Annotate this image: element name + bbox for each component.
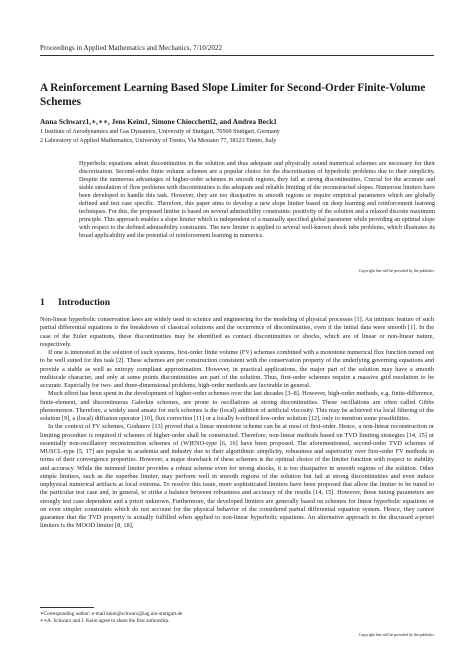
footnotes <box>40 611 434 625</box>
footnote-rule <box>40 607 94 608</box>
section-number: 1 <box>40 297 45 308</box>
abstract <box>79 160 435 240</box>
paragraph: Non-linear hyperbolic conservation laws are widely used in science and engineering for the modeling of physical processes [1]. An intrinsic feature of such partial differential equations is the breakdown of classical solutions and the occurrence of discontinuities, even if the initial data were smooth [1]. In the case of the Euler equations, these discontinuities may be identified as contact discontinuities or shocks, which are of linear or non-linear nature, respectively. <box>40 316 434 348</box>
body-text <box>40 316 434 531</box>
footnote: ∗∗A. Schwarz and J. Keim agree to share the first authorship. <box>40 618 170 624</box>
paragraph: If one is interested in the solution of such systems, first-order finite volume (FV) schemes combined with a monotone numerical flux function turned out to be well suited for this task [2]. These schemes are per construction consistent with the conservation property of the underlying governing equations and provide a stable as well as entropy compliant approximation. However, in practical applications, the major part of the solution may have a smooth multiscale character, and only at some points discontinuities are part of the solution. Thus, first-order schemes require a massive grid resolution to be accurate. Especially for two- and three-dimensional problems, high-order methods are favorable in general. <box>40 349 434 389</box>
footnote: ∗Corresponding author: e-mail keim@schwarz@iag.uni-stuttgart.de <box>40 611 183 617</box>
section-title: Introduction <box>58 297 111 308</box>
section-heading <box>40 297 110 308</box>
abstract-text: Hyperbolic equations admit discontinuities in the solution and thus adequate and physically sound numerical schemes are necessary for their discretization. Second-order finite volume schemes are a popular choice for the discretization of hyperbolic problems due to their simplicity. Despite the numerous advantages of higher-order schemes in smooth regions, they fail at strong discontinuities. Crucial for the accurate and stable simulation of flow problems with discontinuities is the adequate and reliable limiting of the reconstructed slopes. Numerous limiters have been developed to handle this task. However, they are too dissipative in smooth regions or require empirical parameters which are globally defined and test case specific. Therefore, this paper aims to develop a new slope limiter based on deep learning and reinforcement learning techniques. For this, the proposed limiter is based on several admissibility constraints: positivity of the solution and a relaxed discrete maximum principle. This approach enables a slope limiter which is independent of a manually specified global parameter while providing an optimal slope with respect to the defined admissibility constraints. The new limiter is applied to several well-known shock tube problems, which illustrates its broad applicability and the potential of reinforcement learning in numerics. <box>79 161 435 240</box>
affiliation-1: 1 Institute of Aerodynamics and Gas Dynamics, University of Stuttgart, 70569 Stuttgart, Germany <box>40 129 280 135</box>
running-header: Proceedings in Applied Mathematics and Mechanics, 7/10/2022 <box>40 44 222 52</box>
paragraph: In the context of FV schemes, Godunov [13] proved that a linear monotone scheme can be at most of first-order. Hence, a non-linear reconstruction or limiting procedure is required if schemes of higher-order shall be constructed. Therefore, non-linear methods based on TVD limiting strategies [14, 15] or essentially non-oscillatory reconstruction schemes of (W)ENO-type [6, 16] have been proposed. The aforementioned, second-order TVD schemes of MUSCL-type [5, 17] are popular in academia and industry due to their algorithmic simplicity, robustness and superiority over first-order FV methods in terms of their convergence properties. However, a major drawback of these schemes is the optimal choice of the limiter function with respect to stability and accuracy. While the minmod limiter provides a robust scheme even for strong shocks, it is too dissipative in smooth regions of the solution. Other simple limiters, such as the superbee limiter, may perform well in smooth regions of the solution but fail at strong discontinuities and even induce unphysical numerical artifacts at local extrema. To resolve this issue, more sophisticated limiters have been proposed that allow the limiter to be tuned to the particular test case and, in general, to strike a balance between robustness and accuracy of the results [14, 15]. However, these tuning parameters are strongly test case dependent and a priori unknown. Furthermore, the developed limiters are generally based on schemes for linear hyperbolic equations or on even simpler constraints which do not account for the physical behavior of the considered partial differential equation system. Hence, they cannot guarantee that the TVD property is actually fulfilled when applied to non-linear hyperbolic equations. An alternative approach to the discussed a-priori limiters is the MOOD limiter [8, 18], <box>40 423 434 530</box>
author-list: Anna Schwarz1,∗,∗∗, Jens Keim1, Simone Chiocchetti2, and Andrea Beck1 <box>40 117 277 126</box>
header-rule <box>40 55 434 56</box>
affiliation-2: 2 Laboratory of Applied Mathematics, University of Trento, Via Mesiano 77, 38123 Trento, Italy <box>40 138 277 144</box>
paragraph: Much effort has been spent in the development of higher-order schemes over the last decades [3–8]. However, high-order methods, e.g. finite-difference, finite-element, and discontinuous Galerkin schemes, are prone to oscillations at strong discontinuities. These oscillations are often called Gibbs phenomenon. Therefore, a widely used ansatz for such schemes is the (local) addition of artificial viscosity. This may be achieved via local filtering of the solution [9], a (local) diffusion operator [10], flux correction [11] or a locally h-refined low-order solution [12], only to mention some possibilities. <box>40 390 434 422</box>
copyright-line: Copyright line will be provided by the publisher <box>358 269 434 273</box>
copyright-line: Copyright line will be provided by the publisher <box>358 633 434 637</box>
paper-title: A Reinforcement Learning Based Slope Limiter for Second-Order Finite-Volume Schemes <box>40 82 426 108</box>
